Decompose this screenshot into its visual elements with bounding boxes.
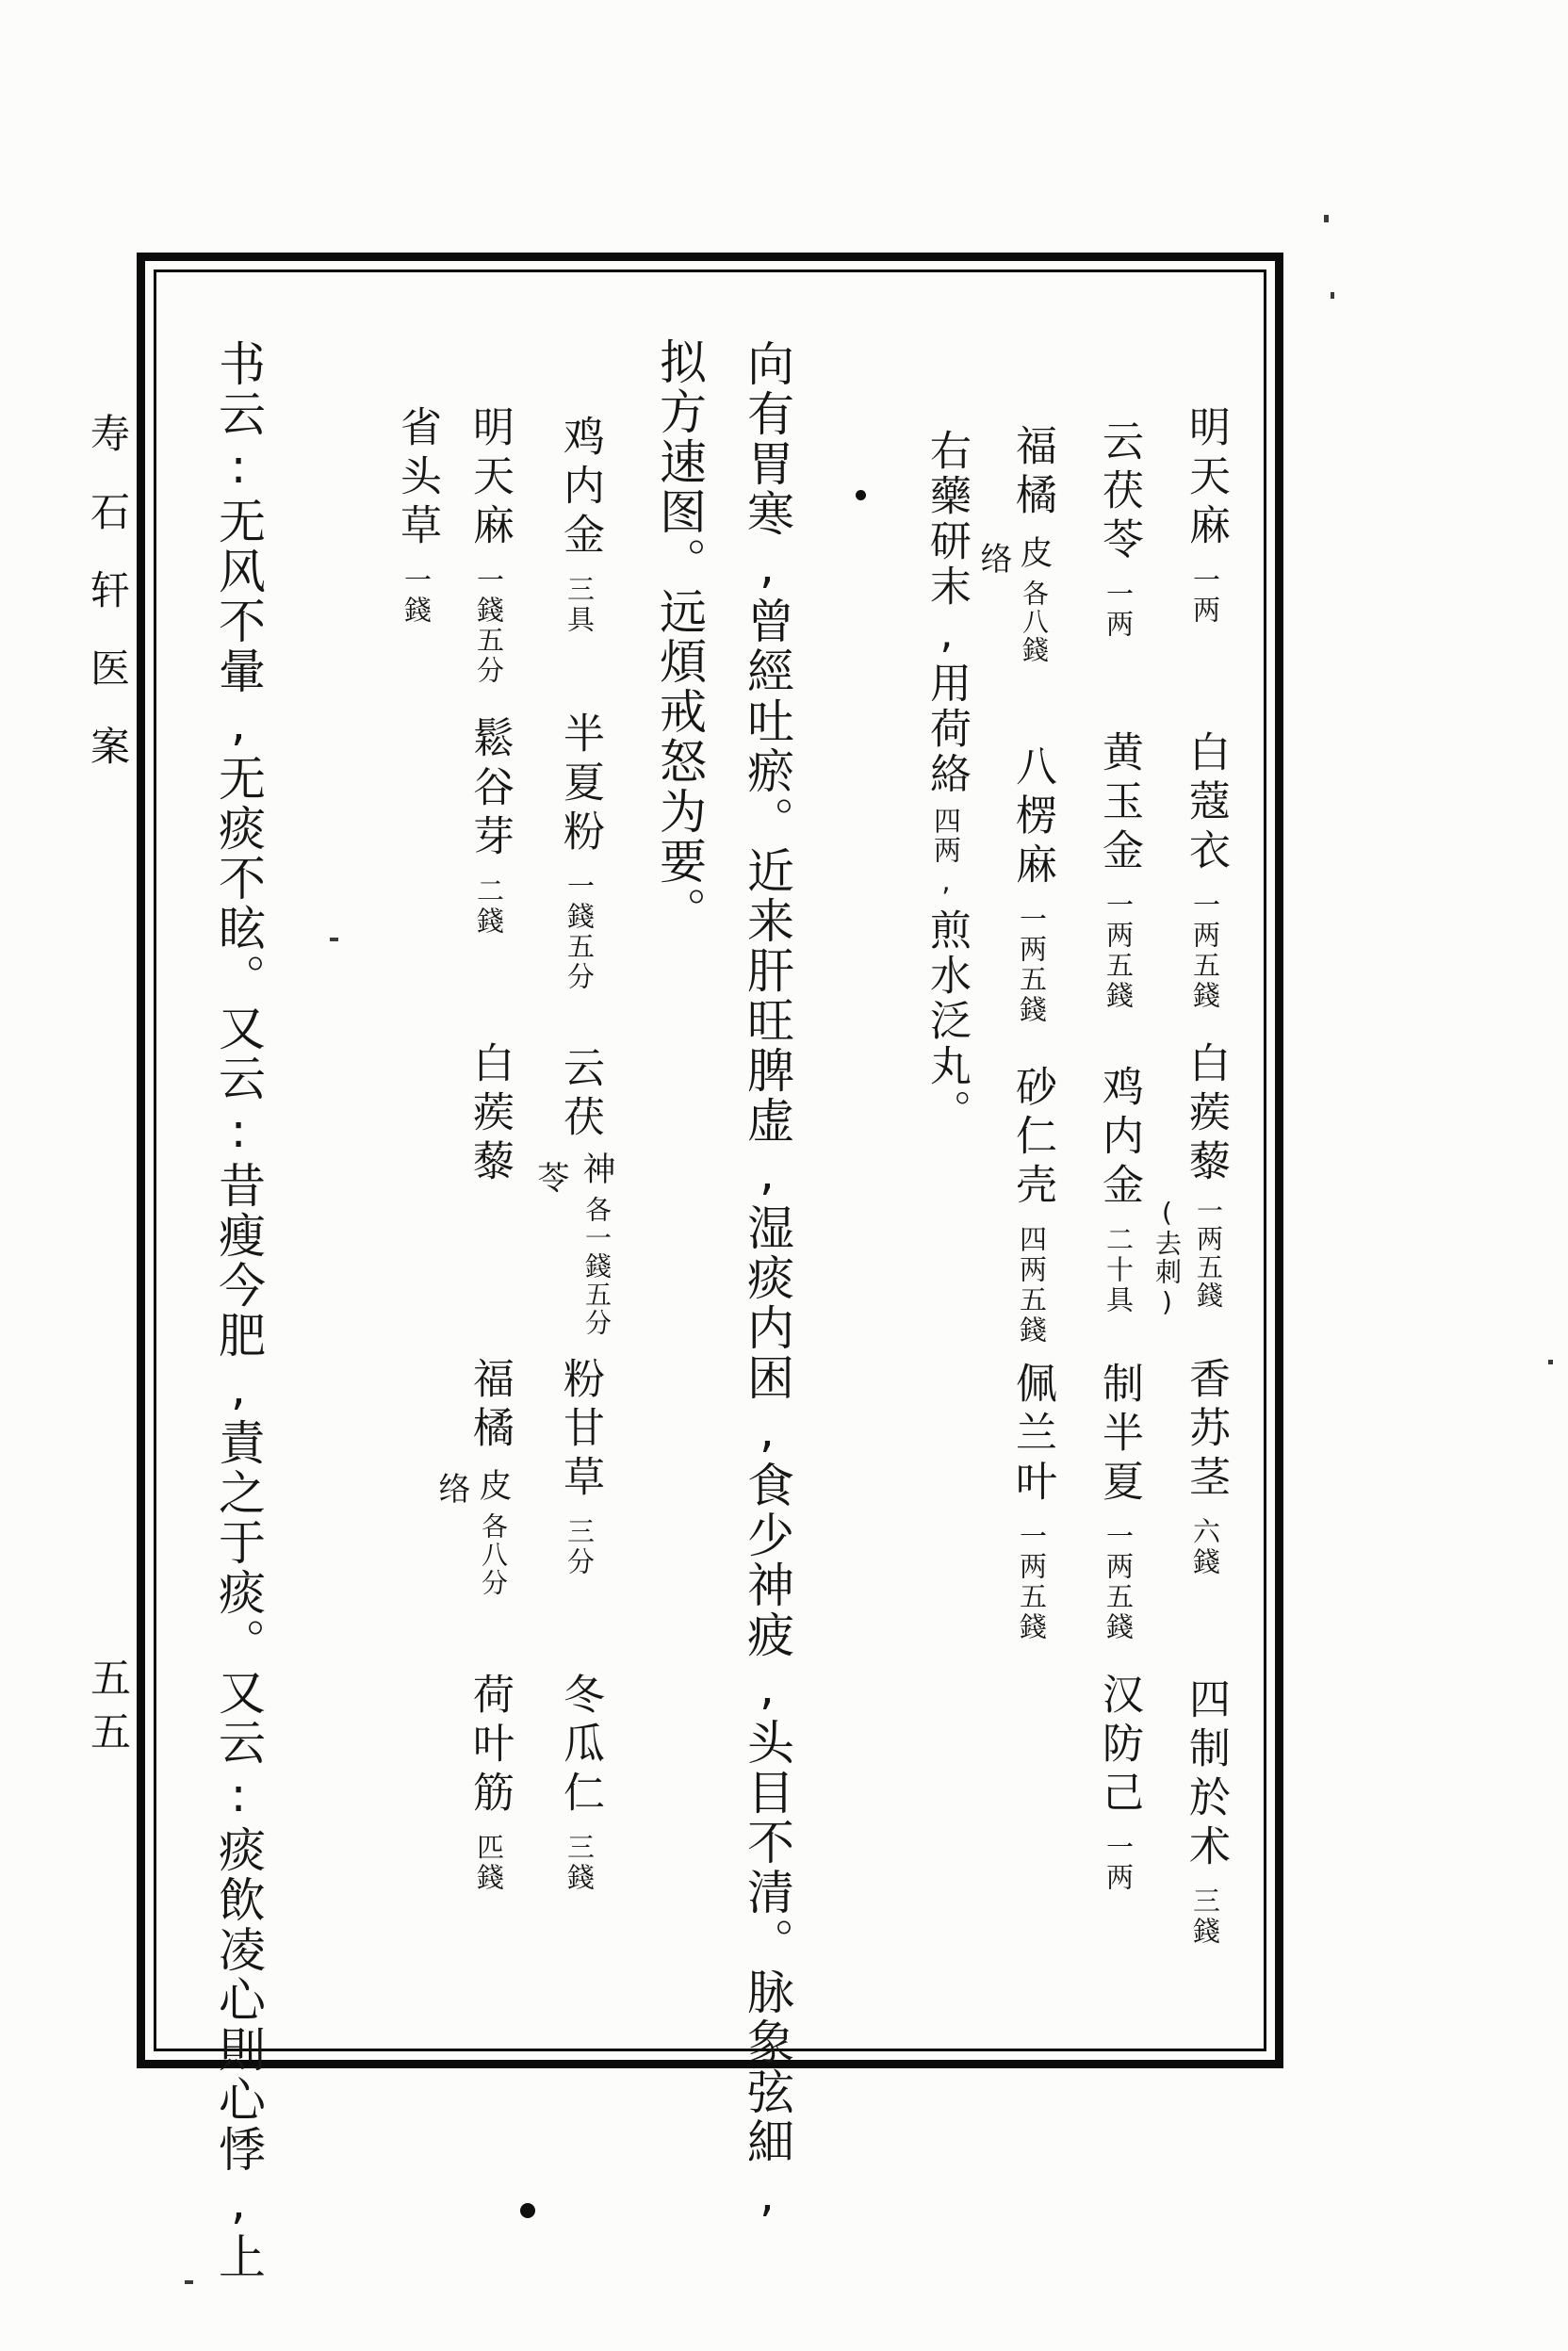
quote-text: 书云:无风不暈,无痰不眩。又云:昔瘦今肥,責之于痰。又云:痰飲凌心則心悸,上 [211,339,266,2282]
drug-dose: 二錢 [473,876,505,937]
drug-dose: 一两五錢 [1189,890,1221,1011]
book-title: 寿石轩医案 [85,413,131,804]
rx1-entry [1002,1065,1062,1346]
instruction-text: 煎水泛丸。 [923,908,971,1135]
drug-name: 福橘 [1008,424,1056,522]
drug-name: 云茯苓 [1095,419,1143,566]
drug-name: 香苏茎 [1182,1357,1230,1504]
rx1-entry [1175,730,1235,1011]
ink-dot [520,2203,535,2218]
rx2-entry [459,1357,519,1455]
drug-dose: 一錢 [400,565,433,626]
rx2-entry-sub-right [573,1151,620,1337]
drug-part: 络 [433,1472,470,1506]
drug-dose: 二十具 [1102,1225,1135,1315]
rx2-entry [549,1046,610,1144]
instruction-dose: 四两, [930,807,962,899]
drug-dose: 六錢 [1189,1517,1221,1577]
rx1-entry [1088,419,1149,640]
rx2-entry [549,711,610,992]
drug-name: 半夏粉 [556,711,604,858]
drug-dose: 一两 [1102,1833,1135,1893]
rx1-entry [1088,730,1149,1011]
rx2-entry [459,1041,519,1188]
drug-name: 制半夏 [1095,1362,1143,1509]
rx1-entry [1002,424,1062,522]
drug-dose: 一两五錢 [1016,1522,1048,1642]
scan-speck [330,938,338,941]
rx1-entry [1175,1677,1235,1947]
rx2-entry [459,405,519,686]
drug-part: 皮 [474,1468,512,1505]
instruction-text: 右藥研末,用荷絡 [923,429,971,797]
rx2-entry [459,1673,519,1893]
rx1-entry-sub-right [1010,535,1057,664]
drug-name: 汉防己 [1095,1673,1143,1820]
rx1-entry [1002,744,1062,1025]
drug-name: 白蔻衣 [1182,730,1230,877]
drug-name: 明天麻 [1182,405,1230,552]
drug-name: 粉甘草 [556,1357,604,1504]
drug-dose: 三錢 [564,1833,596,1893]
drug-name: 四制於术 [1182,1677,1230,1873]
drug-part: 神 [578,1151,615,1188]
rx1-entry [1175,1357,1235,1577]
page-number: 五五 [84,1657,131,1764]
drug-dose: 一两五錢 [1102,1522,1135,1642]
rx1-entry [1175,1041,1235,1188]
drug-dose: 各一錢五分 [581,1196,612,1337]
drug-dose: 三具 [564,575,596,635]
drug-note: (去刺) [1152,1197,1183,1319]
drug-part: 苓 [531,1161,569,1195]
drug-dose: 三錢 [1189,1886,1221,1947]
drug-part: 络 [974,542,1012,576]
case-text-line: 拟方速图。远煩戒怒为要。 [652,337,707,937]
drug-name: 黄玉金 [1095,730,1143,877]
rx1-entry [1088,1673,1149,1893]
drug-dose: 一两 [1189,565,1221,626]
drug-dose: 一錢五分 [473,565,505,686]
rx2-entry [549,1673,610,1893]
drug-name: 鬆谷芽 [466,716,514,863]
drug-name: 鸡内金 [556,415,604,562]
drug-name: 省头草 [393,405,441,552]
drug-dose: 一两五錢 [1193,1197,1224,1310]
drug-dose: 一两 [1102,580,1135,640]
rx2-entry [459,716,519,937]
drug-dose: 各八錢 [1019,580,1050,664]
drug-dose: 四两五錢 [1016,1225,1048,1346]
scan-speck [1331,292,1334,299]
drug-dose: 一两五錢 [1102,890,1135,1011]
drug-name: 白蒺藜 [466,1041,514,1188]
scan-speck [1324,215,1329,222]
rx1-entry [1088,1065,1149,1315]
rx1-entry [1088,1362,1149,1642]
drug-name: 福橘 [466,1357,514,1455]
drug-name: 荷叶筋 [466,1673,514,1820]
drug-name: 明天麻 [466,405,514,552]
drug-dose: 各八分 [478,1512,509,1597]
drug-dose: 匹錢 [473,1833,505,1893]
rx1-entry [1002,1362,1062,1642]
rx2-entry [549,1357,610,1577]
drug-name: 佩兰叶 [1008,1362,1056,1509]
case-text-line: 向有胃寒,曾經吐瘀。近来肝旺脾虚,湿痰内困,食少神疲,头目不清。脉象弦細, [740,339,794,2225]
scan-speck [185,2280,193,2284]
scan-speck [1548,1360,1553,1364]
drug-dose: 一錢五分 [564,872,596,992]
drug-name: 冬瓜仁 [556,1673,604,1820]
rx1-instruction [916,429,976,1135]
rx2-entry-sub-right [469,1468,516,1597]
rx2-entry [386,405,447,626]
drug-name: 白蒺藜 [1182,1041,1230,1188]
drug-name: 鸡内金 [1095,1065,1143,1212]
rx1-entry [1175,405,1235,626]
drug-name: 八楞麻 [1008,744,1056,891]
drug-dose: 三分 [564,1517,596,1577]
drug-name: 砂仁壳 [1008,1065,1056,1212]
ink-dot [856,490,866,500]
rx2-entry [549,415,610,635]
drug-part: 皮 [1015,535,1053,572]
drug-name: 云茯 [556,1046,604,1144]
drug-dose: 一两五錢 [1016,905,1048,1025]
